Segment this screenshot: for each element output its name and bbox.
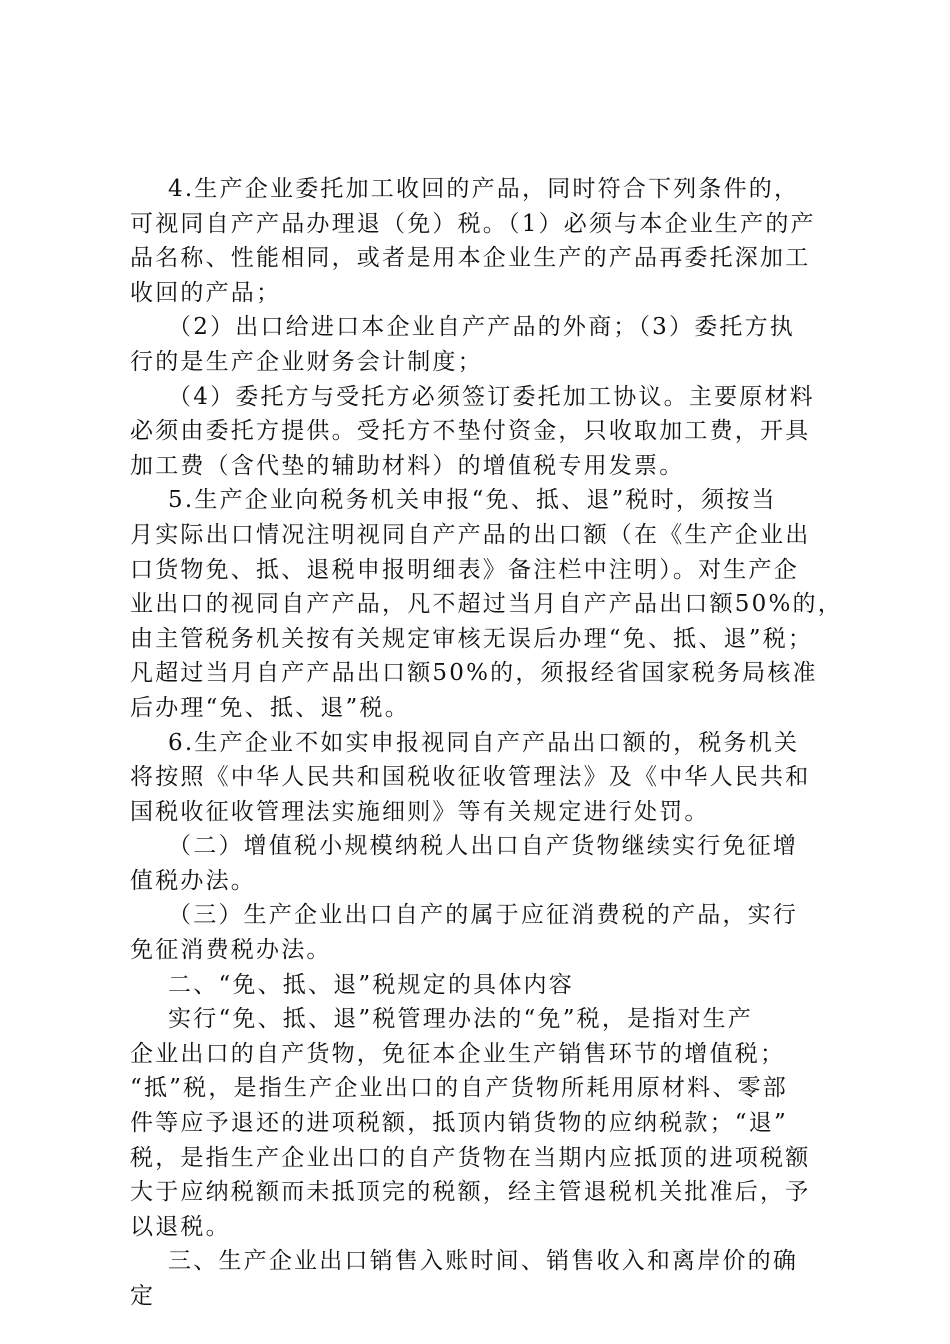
text-line: 定	[130, 1283, 156, 1309]
text-line: 实行“免、抵、退”税管理办法的“免”税，是指对生产	[130, 1006, 754, 1033]
text-line: “抵”税，是指生产企业出口的自产货物所耗用原材料、零部	[130, 1075, 788, 1102]
text-line: 加工费（含代垫的辅助材料）的增值税专用发票。	[130, 452, 685, 479]
text-line: 后办理“免、抵、退”税。	[130, 694, 410, 721]
text-line: 大于应纳税额而未抵顶完的税额，经主管退税机关批准后，予	[130, 1179, 811, 1206]
document-body	[130, 172, 843, 1314]
text-line: 值税办法。	[130, 867, 256, 894]
text-line: 品名称、性能相同，或者是用本企业生产的产品再委托深加工	[130, 245, 811, 272]
text-line: 6.生产企业不如实申报视同自产产品出口额的，税务机关	[130, 729, 800, 756]
text-line: （4）委托方与受托方必须签订委托加工协议。主要原材料	[130, 383, 815, 410]
text-line: 必须由委托方提供。受托方不垫付资金，只收取加工费，开具	[130, 418, 811, 445]
text-line: 将按照《中华人民共和国税收征收管理法》及《中华人民共和	[130, 764, 811, 791]
text-line: 可视同自产产品办理退（免）税。（1）必须与本企业生产的产	[130, 210, 816, 237]
text-line: 件等应予退还的进项税额，抵顶内销货物的应纳税款；“退”	[130, 1110, 788, 1137]
text-line: 国税收征收管理法实施细则》等有关规定进行处罚。	[130, 798, 710, 825]
text-line: （二）增值税小规模纳税人出口自产货物继续实行免征增	[130, 833, 799, 860]
text-line: 口货物免、抵、退税申报明细表》备注栏中注明）。对生产企	[130, 556, 799, 583]
text-line: 由主管税务机关按有关规定审核无误后办理“免、抵、退”税；	[130, 625, 814, 652]
text-line: 三、生产企业出口销售入账时间、销售收入和离岸价的确	[130, 1248, 799, 1275]
text-line: 收回的产品；	[130, 279, 282, 306]
text-line: 税，是指生产企业出口的自产货物在当期内应抵顶的进项税额	[130, 1144, 811, 1171]
text-line: 5.生产企业向税务机关申报“免、抵、退”税时，须按当	[130, 487, 777, 514]
text-line: 免征消费税办法。	[130, 937, 332, 964]
text-line: 月实际出口情况注明视同自产产品的出口额（在《生产企业出	[130, 521, 811, 548]
text-line: 企业出口的自产货物，免征本企业生产销售环节的增值税；	[130, 1040, 786, 1067]
text-line: （2）出口给进口本企业自产产品的外商；（3）委托方执	[130, 314, 796, 341]
text-line: 二、“免、抵、退”税规定的具体内容	[130, 971, 574, 998]
text-line: 业出口的视同自产产品，凡不超过当月自产产品出口额50%的，	[130, 591, 843, 618]
text-line: 凡超过当月自产产品出口额50%的，须报经省国家税务局核准	[130, 660, 818, 687]
text-line: （三）生产企业出口自产的属于应征消费税的产品，实行	[130, 902, 799, 929]
text-line: 4.生产企业委托加工收回的产品，同时符合下列条件的，	[130, 176, 800, 202]
text-line: 行的是生产企业财务会计制度；	[130, 348, 483, 375]
text-line: 以退税。	[130, 1213, 231, 1240]
